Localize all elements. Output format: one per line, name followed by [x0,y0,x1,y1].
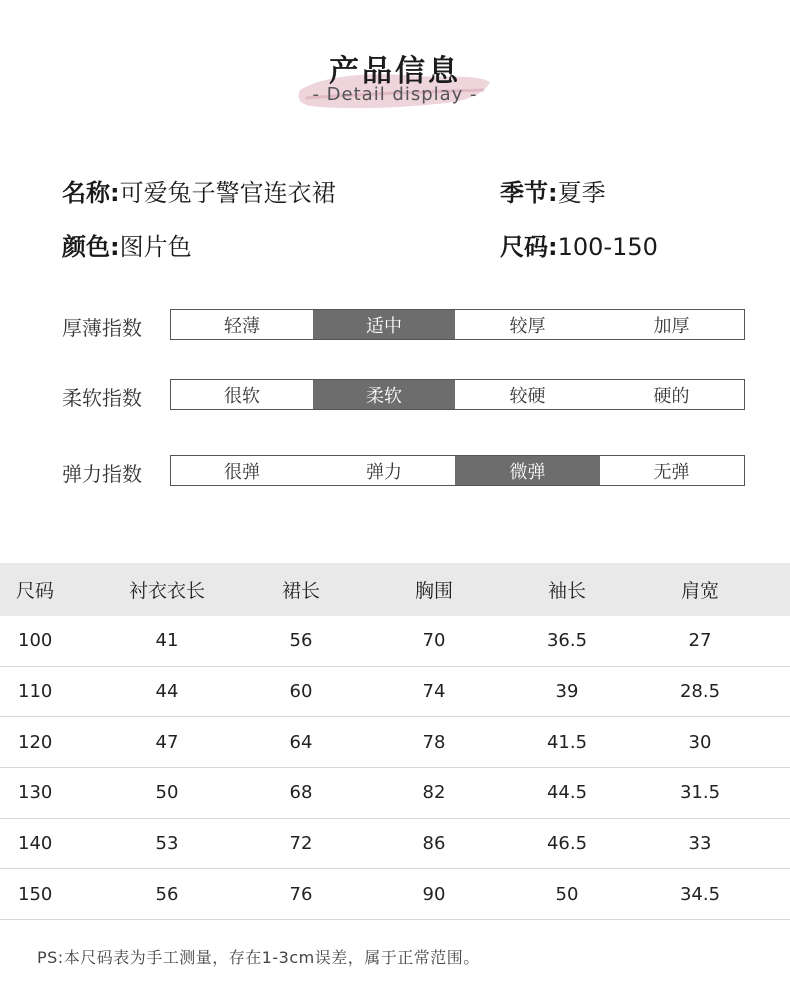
table-cell: 56 [289,630,313,652]
table-cell: 60 [289,681,313,703]
table-cell: 36.5 [546,630,588,652]
table-cell: 68 [289,782,313,804]
info-name [62,173,336,208]
thickness-option: 较厚 [509,315,546,337]
info-season-key: 季节: [500,179,558,207]
table-cell: 34.5 [679,883,721,905]
softness-option: 硬的 [653,385,690,407]
thickness-scale [170,309,745,340]
elasticity-option: 弹力 [366,461,402,483]
info-color [62,227,192,262]
table-cell: 28.5 [679,681,721,703]
table-row [0,819,790,870]
table-cell: 76 [289,883,313,905]
elasticity-option: 很弹 [224,461,260,483]
info-season-value: 夏季 [557,179,606,207]
table-cell: 50 [155,782,179,804]
table-cell: 150 [18,883,53,905]
table-row [0,768,790,819]
table-cell: 56 [155,883,179,905]
table-cell: 39 [555,681,579,703]
table-cell: 41.5 [546,731,588,753]
info-size-value: 100-150 [557,233,658,261]
info-color-value: 图片色 [119,233,192,261]
table-cell: 50 [555,883,579,905]
table-row [0,869,790,920]
table-cell: 53 [155,833,179,855]
softness-label: 柔软指数 [62,386,142,410]
softness-option: 很软 [224,385,260,407]
table-cell: 27 [688,630,712,652]
size-table-header [0,563,790,616]
header-chest: 胸围 [414,580,453,602]
table-cell: 70 [422,630,446,652]
elasticity-option: 无弹 [653,461,690,483]
thickness-option: 加厚 [653,315,690,337]
page-title: 产品信息 [329,54,461,89]
info-color-key: 颜色: [62,233,120,261]
detail-header [0,38,790,118]
table-cell: 72 [289,833,313,855]
measurement-note: PS:本尺码表为手工测量，存在1-3cm误差，属于正常范围。 [37,948,480,967]
table-cell: 78 [422,731,446,753]
header-skirt-length: 裙长 [281,580,320,602]
info-size-key: 尺码: [500,233,558,261]
elasticity-label: 弹力指数 [62,462,142,486]
info-name-value: 可爱兔子警官连衣裙 [119,179,336,207]
table-row [0,667,790,718]
table-cell: 140 [18,833,53,855]
table-cell: 120 [18,731,53,753]
thickness-label: 厚薄指数 [62,316,142,340]
table-row [0,616,790,667]
table-cell: 64 [289,731,313,753]
table-cell: 44 [155,681,179,703]
table-cell: 30 [688,731,712,753]
elasticity-scale [170,455,745,486]
table-row [0,717,790,768]
thickness-option: 轻薄 [224,315,260,337]
table-cell: 82 [422,782,446,804]
table-cell: 90 [422,883,446,905]
table-cell: 130 [18,782,53,804]
size-table [0,563,790,920]
table-cell: 41 [155,630,179,652]
info-size [500,227,658,262]
size-table-body [0,616,790,920]
info-season [500,173,606,208]
table-cell: 31.5 [679,782,721,804]
table-cell: 74 [422,681,446,703]
table-cell: 44.5 [546,782,588,804]
table-cell: 100 [18,630,53,652]
table-cell: 33 [688,833,712,855]
header-shirt-length: 衬衣衣长 [128,580,205,602]
info-name-key: 名称: [62,179,120,207]
header-shoulder-width: 肩宽 [680,580,719,602]
page-subtitle: - Detail display - [312,84,478,105]
table-cell: 47 [155,731,179,753]
header-sleeve-length: 袖长 [547,580,586,602]
thickness-option: 适中 [313,310,455,339]
table-cell: 110 [18,681,53,703]
softness-option: 较硬 [509,385,546,407]
table-cell: 86 [422,833,446,855]
softness-scale [170,379,745,410]
softness-option: 柔软 [313,380,455,409]
header-size: 尺码 [16,580,55,602]
elasticity-option: 微弹 [455,456,600,485]
table-cell: 46.5 [546,833,588,855]
